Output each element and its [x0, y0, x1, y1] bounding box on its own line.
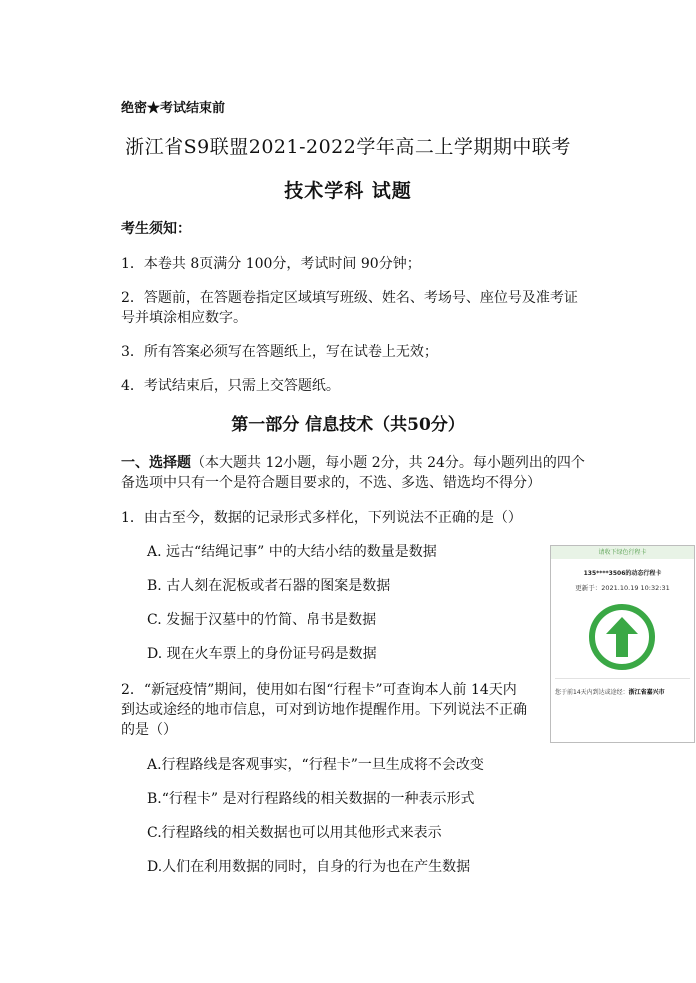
green-up-arrow-icon	[588, 603, 656, 671]
notice-item: 号并填涂相应数字。	[121, 310, 247, 326]
section-desc-line: 备选项中只有一个是符合题目要求的，不选、多选、错选均不得分）	[121, 475, 541, 491]
section-desc: （本大题共 12小题，每小题 2分，共 24分。每小题列出的四个	[191, 455, 585, 471]
notice-item: 3．所有答案必须写在答题纸上，写在试卷上无效；	[121, 344, 438, 360]
question-1-option-d: D. 现在火车票上的身份证号码是数据	[147, 646, 377, 662]
notice-item: 2．答题前，在答题卷指定区域填写班级、姓名、考场号、座位号及准考证	[121, 290, 578, 306]
question-1-option-c: C. 发掘于汉墓中的竹简、帛书是数据	[147, 612, 377, 628]
section-label: 一、选择题	[121, 455, 191, 471]
travel-card-footer-prefix: 您于前14天内到达或途经：	[555, 689, 629, 696]
question-1-option-b: B. 古人刻在泥板或者石器的图案是数据	[147, 578, 391, 594]
question-1-stem: 1．由古至今，数据的记录形式多样化，下列说法不正确的是（）	[121, 510, 522, 526]
question-2-option-a: A.行程路线是客观事实，“行程卡”一旦生成将不会改变	[147, 757, 484, 773]
question-2-option-d: D.人们在利用数据的同时，自身的行为也在产生数据	[147, 859, 471, 875]
confidential-label: 绝密★考试结束前	[121, 101, 226, 116]
question-1-option-a: A. 远古“结绳记事” 中的大结小结的数量是数据	[147, 544, 437, 560]
travel-card-footer	[555, 688, 690, 698]
section-intro	[121, 452, 585, 472]
exam-subtitle: 技术学科 试题	[284, 180, 412, 202]
travel-card-header: 请收下绿色行程卡	[551, 546, 694, 559]
question-2-stem: 到达或途经的地市信息，可对到访地作提醒作用。下列说法不正确	[121, 702, 527, 718]
question-2-option-c: C.行程路线的相关数据也可以用其他形式来表示	[147, 825, 442, 841]
question-2-stem: 2．“新冠疫情”期间，使用如右图“行程卡”可查询本人前 14天内	[121, 682, 517, 698]
question-2-stem: 的是（）	[121, 722, 177, 738]
part-title: 第一部分 信息技术（共50分）	[231, 415, 465, 435]
travel-card-footer-place: 浙江省嘉兴市	[628, 689, 665, 696]
travel-card-divider	[555, 678, 690, 679]
notice-item: 1．本卷共 8页满分 100分，考试时间 90分钟；	[121, 256, 421, 272]
notice-item: 4．考试结束后，只需上交答题纸。	[121, 378, 340, 394]
notice-heading: 考生须知：	[121, 221, 191, 237]
travel-card-updated: 更新于：2021.10.19 10:32:31	[575, 584, 670, 592]
question-2-option-b: B.“行程卡” 是对行程路线的相关数据的一种表示形式	[147, 791, 475, 807]
exam-title: 浙江省S9联盟2021-2022学年高二上学期期中联考	[125, 136, 571, 158]
travel-card-phone: 135****3506的动态行程卡	[583, 570, 662, 577]
travel-card-image	[550, 545, 695, 743]
